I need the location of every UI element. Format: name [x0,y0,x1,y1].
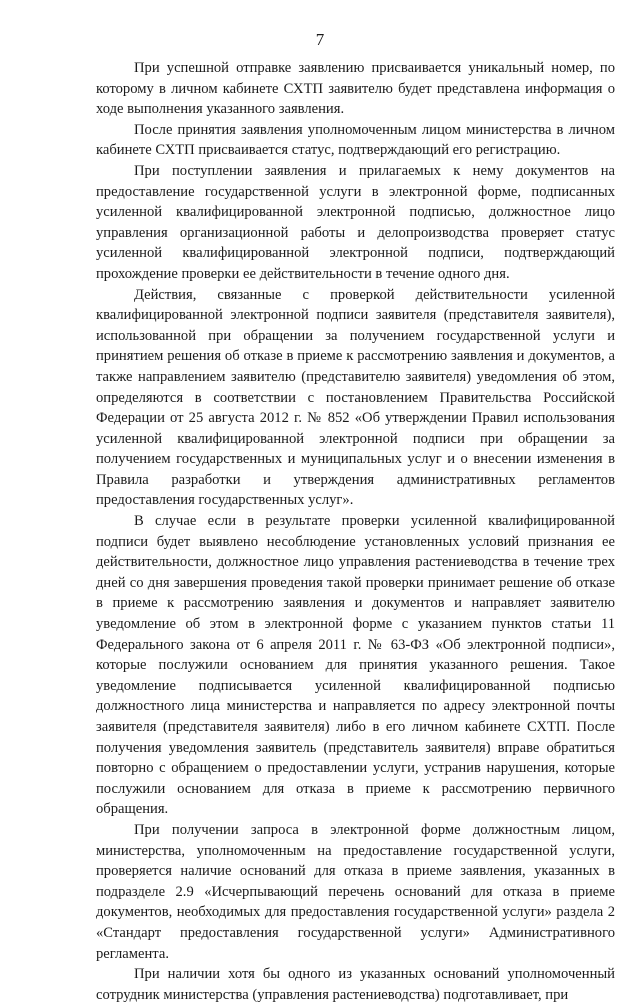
paragraph-2: После принятия заявления уполномоченным лицом министерства в личном кабинете СХТП присваивается статус, подтверждающий его регистрацию. [96,121,615,159]
paragraph-6: При получении запроса в электронной форме должностным лицом, министерства, уполномоченным на предоставление государственной услуги, проверяется наличие оснований для отказа в приеме заявления, указанных в подразделе 2.9 «Исчерпывающий перечень оснований для отказа в приеме документов, необходимых для предоставления государственной услуги» раздела 2 «Стандарт предоставления государственной услуги» Административного регламента. [96,821,615,962]
paragraph-3: При поступлении заявления и прилагаемых к нему документов на предоставление государственной услуги в электронной форме, подписанных усиленной квалифицированной электронной подписью, должностное лицо управления организационной работы и делопроизводства проверяет статус усиленной квалифицированной электронной подписи, подтверждающий прохождение проверки ее действительности в течение одного дня. [96,162,615,282]
paragraph-7: При наличии хотя бы одного из указанных оснований уполномоченный сотрудник министерства (управления растениеводства) подготавливает, при [96,966,615,1003]
paragraph-1: При успешной отправке заявлению присваивается уникальный номер, по которому в личном кабинете СХТП заявителю будет представлена информация о ходе выполнения указанного заявления. [96,60,615,118]
document-body [96,58,615,1005]
paragraph-5: В случае если в результате проверки усиленной квалифицированной подписи будет выявлено несоблюдение установленных условий признания ее действительности, должностное лицо управления растениеводства в течение трех дней со дня завершения проведения такой проверки принимает решение об отказе в приеме к рассмотрению заявления и документов и направляет заявителю уведомление об этом в электронной форме с указанием пунктов статьи 11 Федерального закона от 6 апреля 2011 г. № 63-ФЗ «Об электронной подписи», которые послужили основанием для принятия указанного решения. Такое уведомление подписывается усиленной квалифицированной подписью должностного лица министерства и направляется по адресу электронной почты заявителя (представителя заявителя) либо в его личном кабинете СХТП. После получения уведомления заявитель (представитель заявителя) вправе обратиться повторно с обращением о предоставлении услуги, устранив нарушения, которые послужили основанием для отказа в приеме к рассмотрению первичного обращения. [96,513,615,818]
paragraph-4: Действия, связанные с проверкой действительности усиленной квалифицированной электронной подписи заявителя (представителя заявителя), использованной при обращении за получением государственной услуги и принятием решения об отказе в приеме к рассмотрению заявления и документов, а также направлением заявителю (представителю заявителя) уведомления об этом, определяются в соответствии с постановлением Правительства Российской Федерации от 25 августа 2012 г. № 852 «Об утверждении Правил использования усиленной квалифицированной электронной подписи при обращении за получением государственных и муниципальных услуг и о внесении изменения в Правила разработки и утверждения административных регламентов предоставления государственных услуг». [96,286,615,509]
page-number: 7 [315,30,325,49]
